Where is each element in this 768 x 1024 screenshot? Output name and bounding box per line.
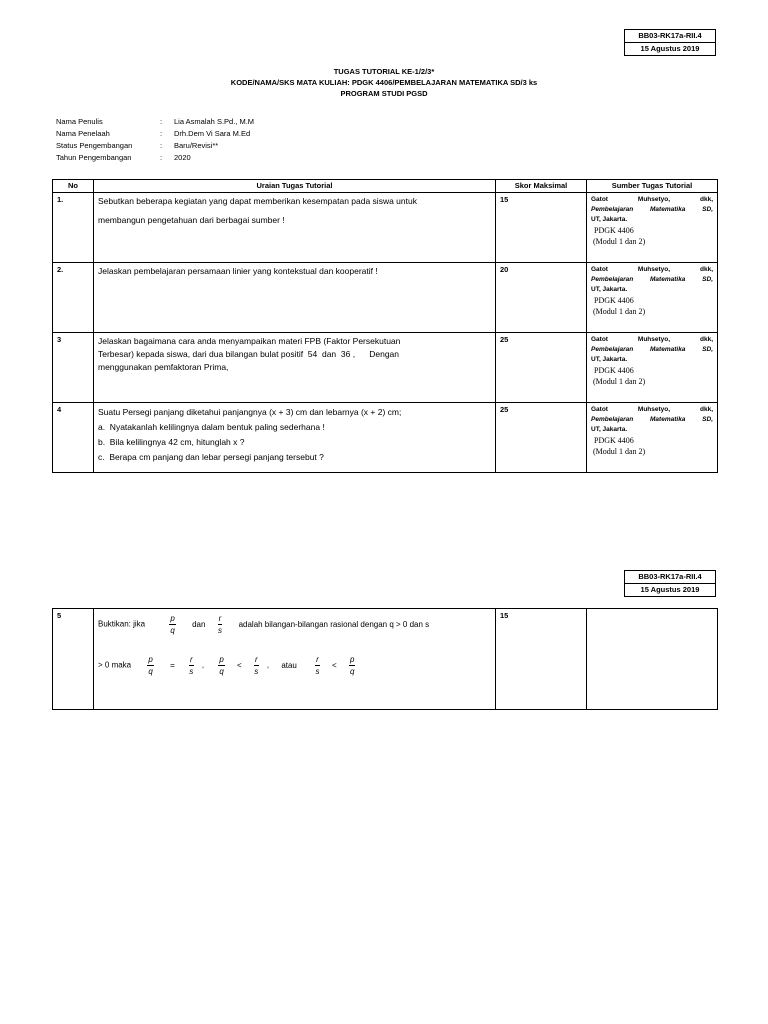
buktikan-text: Buktikan: jika: [98, 619, 146, 629]
proof-line-1: [98, 613, 491, 636]
meta-row: [56, 152, 254, 164]
comma: ,: [266, 660, 270, 670]
source-book: Pembelajaran Matematika SD,: [591, 206, 713, 213]
row-number: 1.: [53, 193, 94, 263]
meta-info: [56, 116, 254, 164]
atau-text: atau: [281, 660, 297, 670]
row-number: 2.: [53, 263, 94, 333]
max-score: 25: [496, 403, 587, 473]
source-publisher: UT, Jakarta.: [591, 426, 628, 433]
document-code-box-page-2: [624, 570, 716, 597]
fraction-r-s: $\frac{r}{s}$: [254, 655, 259, 676]
task-source: [587, 333, 718, 403]
header-no: No: [53, 180, 94, 193]
meta-key: Tahun Pengembangan: [56, 153, 132, 162]
task-description: [94, 193, 496, 263]
fraction-r-s: $\frac{r}{s}$: [189, 655, 194, 676]
title-line-3: PROGRAM STUDI PGSD: [340, 89, 428, 98]
header-uraian: Uraian Tugas Tutorial: [94, 180, 496, 193]
comma: ,: [201, 660, 205, 670]
fraction-r-s: $\frac{r}{s}$: [315, 655, 320, 676]
source-author: Gatot Muhsetyo, dkk,: [591, 336, 713, 343]
task-description: [94, 403, 496, 473]
task-description: [94, 263, 496, 333]
dan-text: dan: [192, 619, 206, 629]
task-source: [587, 193, 718, 263]
table-header-row: [53, 180, 718, 193]
max-score: 25: [496, 333, 587, 403]
source-author: Gatot Muhsetyo, dkk,: [591, 406, 713, 413]
document-code-box: [624, 29, 716, 56]
max-score: 15: [496, 193, 587, 263]
task-line: Jelaskan bagaimana cara anda menyampaikan materi FPB (Faktor Persekutuan: [98, 336, 401, 346]
source-author: Gatot Muhsetyo, dkk,: [591, 266, 713, 273]
source-modul: (Modul 1 dan 2): [593, 447, 646, 456]
meta-colon: :: [160, 153, 163, 162]
source-book: Pembelajaran Matematika SD,: [591, 276, 713, 283]
fraction-p-q: $\frac{p}{q}$: [148, 655, 153, 676]
source-book: Pembelajaran Matematika SD,: [591, 346, 713, 353]
table-row: [53, 263, 718, 333]
table-row: [53, 403, 718, 473]
meta-value: Baru/Revisi**: [174, 141, 219, 150]
header-skor: Skor Maksimal: [496, 180, 587, 193]
document-code: BB03-RK17a-RII.4: [625, 571, 716, 584]
meta-colon: :: [160, 129, 163, 138]
document-code: BB03-RK17a-RII.4: [625, 30, 716, 43]
max-score: 20: [496, 263, 587, 333]
task-source: [587, 403, 718, 473]
title-line-1: TUGAS TUTORIAL KE-1/2/3*: [333, 67, 435, 76]
meta-row: [56, 140, 254, 152]
table-row: [53, 193, 718, 263]
less-than-sign: <: [237, 660, 242, 670]
meta-key: Nama Penulis: [56, 117, 103, 126]
task-line: c. Berapa cm panjang dan lebar persegi panjang tersebut ?: [98, 452, 324, 462]
task-line: menggunakan pemfaktoran Prima,: [98, 362, 229, 372]
row-number: 3: [53, 333, 94, 403]
less-than-sign: <: [332, 660, 337, 670]
source-modul: (Modul 1 dan 2): [593, 307, 646, 316]
task-line: Terbesar) kepada siswa, dari dua bilangan bulat positif 54 dan 36 , Dengan: [98, 349, 399, 359]
max-score: 15: [496, 609, 587, 710]
task-source-empty: [587, 609, 718, 710]
row-number: 4: [53, 403, 94, 473]
meta-key: Status Pengembangan: [56, 141, 133, 150]
source-publisher: UT, Jakarta.: [591, 356, 628, 363]
fraction-p-q: $\frac{p}{q}$: [219, 655, 224, 676]
meta-key: Nama Penelaah: [56, 129, 110, 138]
document-date: 15 Agustus 2019: [625, 43, 716, 56]
meta-row: [56, 116, 254, 128]
equals-sign: =: [170, 660, 175, 670]
header-sumber: Sumber Tugas Tutorial: [587, 180, 718, 193]
meta-colon: :: [160, 141, 163, 150]
fraction-r-s: $\frac{r}{s}$: [217, 614, 222, 635]
meta-row: [56, 128, 254, 140]
task-line: Suatu Persegi panjang diketahui panjangnya (x + 3) cm dan lebarnya (x + 2) cm;: [98, 407, 402, 417]
source-course-code: PDGK 4406: [594, 296, 634, 305]
table-row: [53, 333, 718, 403]
document-date: 15 Agustus 2019: [625, 584, 716, 597]
task-line: Jelaskan pembelajaran persamaan linier yang kontekstual dan kooperatif !: [98, 266, 378, 276]
title-line-2: KODE/NAMA/SKS MATA KULIAH: PDGK 4406/PEMBELAJARAN MATEMATIKA SD/3 ks: [230, 78, 538, 87]
source-course-code: PDGK 4406: [594, 366, 634, 375]
fraction-p-q: $\frac{p}{q}$: [349, 655, 355, 676]
task-line: membangun pengetahuan dari berbagai sumber !: [98, 215, 285, 225]
source-publisher: UT, Jakarta.: [591, 216, 628, 223]
row-number: 5: [53, 609, 94, 710]
meta-value: Lia Asmalah S.Pd., M.M: [174, 117, 255, 126]
task-table-page-2: [52, 608, 718, 710]
fraction-p-q: $\frac{p}{q}$: [170, 614, 175, 635]
task-description: [94, 333, 496, 403]
meta-value: 2020: [174, 153, 191, 162]
source-course-code: PDGK 4406: [594, 226, 634, 235]
task-line: Sebutkan beberapa kegiatan yang dapat memberikan kesempatan pada siswa untuk: [98, 196, 417, 206]
task-line: a. Nyatakanlah kelilingnya dalam bentuk paling sederhana !: [98, 422, 325, 432]
source-book: Pembelajaran Matematika SD,: [591, 416, 713, 423]
proof-line-2: [98, 654, 491, 677]
source-publisher: UT, Jakarta.: [591, 286, 628, 293]
source-modul: (Modul 1 dan 2): [593, 377, 646, 386]
meta-colon: :: [160, 117, 163, 126]
task-table: [52, 179, 718, 473]
task-description: [94, 609, 496, 710]
source-course-code: PDGK 4406: [594, 436, 634, 445]
task-line: b. Bila kelilingnya 42 cm, hitunglah x ?: [98, 437, 245, 447]
maka-text: > 0 maka: [98, 660, 132, 670]
rational-text: adalah bilangan-bilangan rasional dengan q > 0 dan s: [238, 619, 430, 629]
meta-value: Drh.Dem Vi Sara M.Ed: [174, 129, 251, 138]
task-source: [587, 263, 718, 333]
source-modul: (Modul 1 dan 2): [593, 237, 646, 246]
title-block: [52, 66, 716, 99]
source-author: Gatot Muhsetyo, dkk,: [591, 196, 713, 203]
table-row: [53, 609, 718, 710]
